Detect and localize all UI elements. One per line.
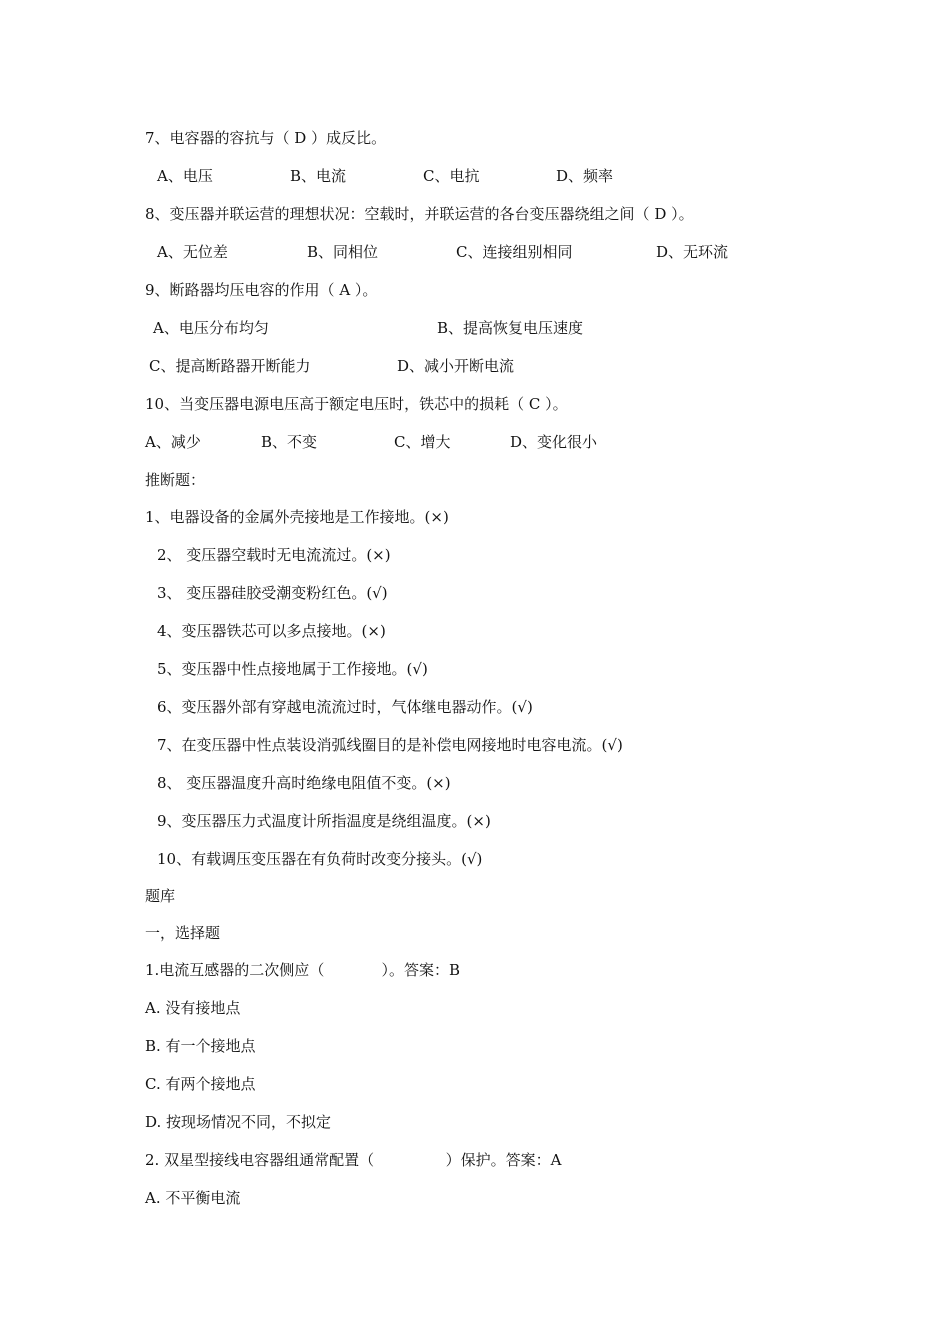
bank-q1-option-b: B. 有一个接地点 — [145, 1037, 256, 1055]
q9-option-d: D、减小开断电流 — [397, 357, 515, 375]
judgement-item: 10、有载调压变压器在有负荷时改变分接头。(√) — [157, 850, 483, 868]
judgement-item: 6、变压器外部有穿越电流流过时，气体继电器动作。(√) — [157, 698, 533, 716]
question-8: 8、变压器并联运营的理想状况：空载时，并联运营的各台变压器绕组之间（ D ）。 — [145, 205, 694, 223]
judgement-item: 7、在变压器中性点装设消弧线圈目的是补偿电网接地时电容电流。(√) — [157, 736, 623, 754]
q8-option-b: B、同相位 — [307, 243, 379, 261]
question-7: 7、电容器的容抗与（ D ）成反比。 — [145, 129, 387, 147]
bank-q1-option-c: C. 有两个接地点 — [145, 1075, 256, 1093]
judgement-heading: 推断题： — [145, 471, 206, 489]
bank-question-2: 2. 双星型接线电容器组通常配置（ ）保护。答案：A — [145, 1151, 562, 1169]
judgement-item: 1、电器设备的金属外壳接地是工作接地。(×) — [145, 508, 449, 526]
q10-option-a: A、减少 — [145, 433, 201, 451]
q7-option-b: B、电流 — [290, 167, 347, 185]
q10-option-d: D、变化很小 — [510, 433, 598, 451]
q10-option-c: C、增大 — [394, 433, 451, 451]
judgement-item: 9、变压器压力式温度计所指温度是绕组温度。(×) — [157, 812, 491, 830]
bank-q2-option-a: A. 不平衡电流 — [145, 1189, 241, 1207]
q9-option-c: C、提高断路器开断能力 — [149, 357, 311, 375]
judgement-item: 2、 变压器空载时无电流流过。(×) — [157, 546, 391, 564]
q9-option-a: A、电压分布均匀 — [153, 319, 269, 337]
q8-option-d: D、无环流 — [656, 243, 729, 261]
q10-option-b: B、不变 — [261, 433, 318, 451]
q7-option-d: D、频率 — [556, 167, 614, 185]
q8-option-c: C、连接组别相同 — [456, 243, 573, 261]
bank-heading: 题库 — [145, 887, 176, 905]
judgement-item: 5、变压器中性点接地属于工作接地。(√) — [157, 660, 428, 678]
bank-section-title: 一，选择题 — [145, 924, 221, 942]
question-9: 9、断路器均压电容的作用（ A ）。 — [145, 281, 378, 299]
bank-question-1: 1.电流互感器的二次侧应（ ）。答案：B — [145, 961, 461, 979]
judgement-item: 3、 变压器硅胶受潮变粉红色。(√) — [157, 584, 388, 602]
question-10: 10、当变压器电源电压高于额定电压时，铁芯中的损耗（ C ）。 — [145, 395, 568, 413]
judgement-item: 4、变压器铁芯可以多点接地。(×) — [157, 622, 386, 640]
q8-option-a: A、无位差 — [157, 243, 228, 261]
q9-option-b: B、提高恢复电压速度 — [437, 319, 584, 337]
bank-q1-option-d: D. 按现场情况不同，不拟定 — [145, 1113, 332, 1131]
q7-option-a: A、电压 — [157, 167, 213, 185]
q7-option-c: C、电抗 — [423, 167, 480, 185]
judgement-item: 8、 变压器温度升高时绝缘电阻值不变。(×) — [157, 774, 451, 792]
bank-q1-option-a: A. 没有接地点 — [145, 999, 241, 1017]
